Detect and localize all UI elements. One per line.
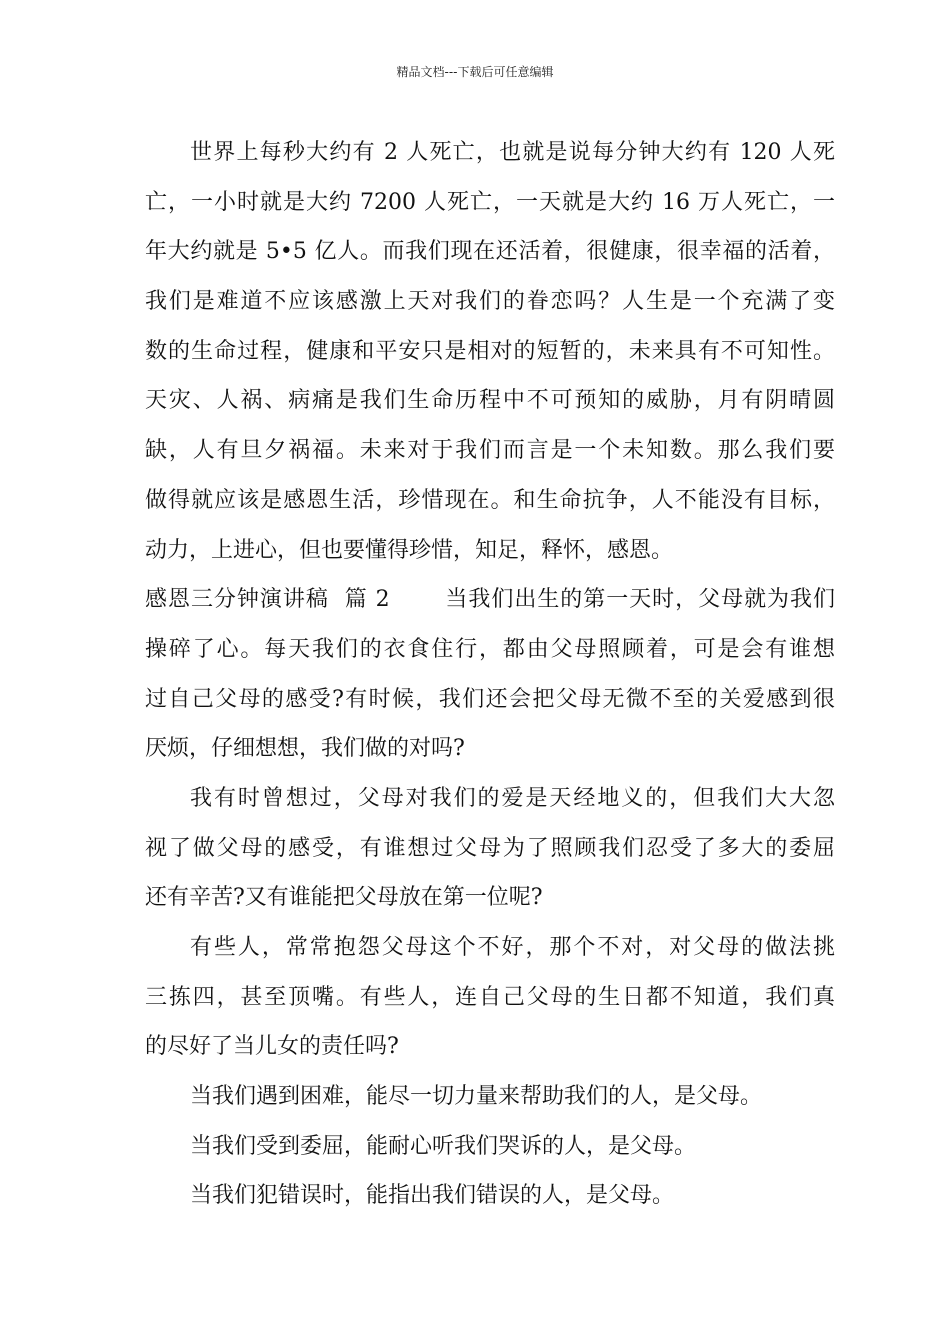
text-line: 年大约就是 5•5 亿人。而我们现在还活着，很健康，很幸福的活着， [145, 239, 835, 265]
page-header: 精品文档---下载后可任意编辑 [396, 65, 554, 79]
text-line: 动力，上进心，但也要懂得珍惜，知足，释怀，感恩。 [145, 537, 674, 563]
text-line: 厌烦，仔细想想，我们做的对吗? [145, 736, 465, 762]
text-line: 我们是难道不应该感激上天对我们的眷恋吗？人生是一个充满了变 [145, 289, 835, 315]
text-line: 当我们受到委屈，能耐心听我们哭诉的人，是父母。 [190, 1133, 697, 1159]
text-line: 世界上每秒大约有 2 人死亡，也就是说每分钟大约有 120 人死 [190, 140, 835, 165]
text-line: 还有辛苦?又有谁能把父母放在第一位呢? [145, 885, 543, 911]
text-line: 缺，人有旦夕祸福。未来对于我们而言是一个未知数。那么我们要 [145, 438, 835, 464]
text-line: 数的生命过程，健康和平安只是相对的短暂的，未来具有不可知性。 [145, 338, 835, 364]
text-line: 我有时曾想过，父母对我们的爱是天经地义的，但我们大大忽 [190, 785, 835, 811]
text-line: 三拣四，甚至顶嘴。有些人，连自己父母的生日都不知道，我们真 [145, 984, 835, 1010]
text-line: 当我们遇到困难，能尽一切力量来帮助我们的人，是父母。 [190, 1084, 763, 1110]
text-line: 的尽好了当儿女的责任吗? [145, 1034, 399, 1060]
section-heading-line: 感恩三分钟演讲稿 篇 2 当我们出生的第一天时，父母就为我们 [145, 587, 835, 613]
text-line: 做得就应该是感恩生活，珍惜现在。和生命抗争，人不能没有目标， [145, 487, 835, 513]
text-line: 有些人，常常抱怨父母这个不好，那个不对，对父母的做法挑 [190, 935, 835, 960]
text-line: 天灾、人祸、病痛是我们生命历程中不可预知的威胁，月有阴晴圆 [145, 388, 835, 414]
text-line: 过自己父母的感受?有时候，我们还会把父母无微不至的关爱感到很 [145, 686, 835, 712]
document-body [145, 128, 835, 1221]
text-line: 当我们犯错误时，能指出我们错误的人，是父母。 [190, 1183, 675, 1209]
text-line: 视了做父母的感受，有谁想过父母为了照顾我们忍受了多大的委屈 [145, 835, 835, 861]
text-line: 操碎了心。每天我们的衣食住行，都由父母照顾着，可是会有谁想 [145, 636, 835, 662]
text-line: 亡，一小时就是大约 7200 人死亡，一天就是大约 16 万人死亡，一 [145, 189, 835, 215]
